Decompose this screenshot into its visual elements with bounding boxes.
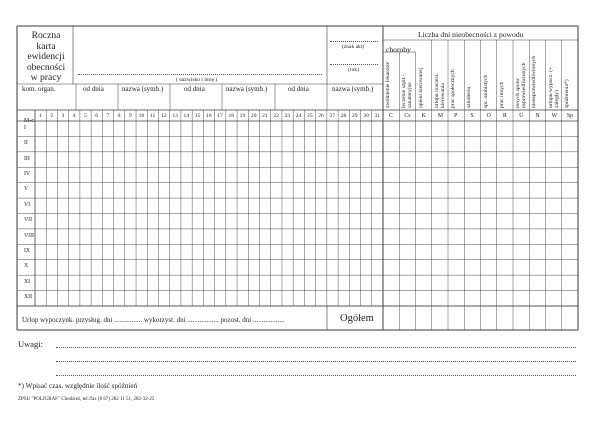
month-label: IV <box>24 170 31 177</box>
name-label: ( nazwisko i imię ) <box>176 77 218 83</box>
day-number: 30 <box>363 113 369 119</box>
ogolem-label: Ogółem <box>340 313 374 324</box>
absence-column-label: leczenie szpit.-sanatoryjne <box>401 74 414 108</box>
absence-column-label: szkolenia <box>466 86 473 108</box>
urlop-summary: Urlop wypoczynk. przysług. dni ................ wykorzyst. dni .................. pozost. dni .................. <box>22 316 285 324</box>
year-label: (rok) <box>348 67 359 73</box>
month-label: VII <box>24 217 33 224</box>
absence-column-label: spr. osobistych <box>482 74 489 108</box>
uwagi-label: Uwagi: <box>18 339 44 349</box>
month-label: I <box>24 124 26 131</box>
day-number: 24 <box>295 113 302 119</box>
card-title-line: ewidencji <box>27 51 65 63</box>
day-number: 5 <box>84 113 87 119</box>
uwagi-line[interactable] <box>56 347 576 348</box>
day-number: 14 <box>183 113 190 119</box>
card-title-line: obecności <box>26 61 66 73</box>
card-title <box>20 31 72 84</box>
absence-code: N <box>535 113 540 119</box>
nazwa-symb-label-1: nazwa (symb.) <box>122 85 164 93</box>
day-number: 25 <box>307 113 313 119</box>
day-number: 8 <box>117 113 121 119</box>
day-number: 19 <box>239 113 246 119</box>
absence-header: Liczba dni nieobecności z powodu <box>418 30 524 39</box>
absence-code: U <box>519 113 524 119</box>
absence-column-label: opieki kierowanej <box>417 67 424 108</box>
sign-field[interactable] <box>330 41 378 42</box>
month-col-header: M-c <box>24 118 34 124</box>
day-number: 1 <box>39 113 42 119</box>
absence-column-label: nieusprawiedliwionych <box>531 55 538 108</box>
card-title-line: karta <box>36 40 56 52</box>
month-label: XI <box>24 278 31 285</box>
month-label: VI <box>24 201 31 208</box>
month-label: IX <box>24 248 31 255</box>
day-number: 17 <box>217 113 223 119</box>
month-label: XII <box>24 294 33 301</box>
footnote: *) Wpisać czas, względnie ilość spóźnień <box>18 382 138 390</box>
card-title-line: Roczna <box>31 30 61 41</box>
od-dnia-label-3: od dnia <box>288 85 309 93</box>
choroby-label: choroby <box>386 45 411 54</box>
day-number: 11 <box>149 113 156 119</box>
kom-organ-label: kom. organ. <box>22 85 56 93</box>
absence-column-label: prac społecznych <box>450 69 456 108</box>
day-number: 26 <box>318 113 324 119</box>
absence-code: W <box>551 113 558 119</box>
absence-column-label: urlopu macierz. kierowania <box>433 72 446 108</box>
day-number: 31 <box>374 113 380 119</box>
day-number: 21 <box>262 113 268 119</box>
nazwa-symb-label-2: nazwa (symb.) <box>226 85 268 93</box>
day-number: 18 <box>228 113 235 119</box>
month-label: III <box>24 155 30 162</box>
year-field[interactable] <box>330 64 378 65</box>
printer-info: ZPSU "POLIGRAF" Chodzież, tel./fax (0 67) 282 11 51, 282-32-25 <box>18 397 155 402</box>
day-number: 23 <box>284 113 291 119</box>
day-number: 28 <box>340 113 347 119</box>
absence-column-label: urlopu wypocz. (+ zaległy) <box>547 66 560 108</box>
absence-column-label: innych spraw usprawiedliwionych <box>515 62 527 108</box>
day-number: 15 <box>194 113 201 119</box>
month-label: X <box>24 263 29 270</box>
od-dnia-label-1: od dnia <box>83 85 104 93</box>
day-number: 10 <box>138 113 145 119</box>
day-number: 20 <box>250 113 257 119</box>
absence-code: P <box>454 113 458 119</box>
day-number: 3 <box>61 113 65 119</box>
day-number: 13 <box>172 113 178 119</box>
day-number: 16 <box>206 113 212 119</box>
absence-code: C <box>389 113 393 119</box>
day-number: 27 <box>329 113 336 119</box>
name-field[interactable] <box>78 74 322 75</box>
absence-code: Sp <box>566 113 573 119</box>
absence-code: K <box>421 113 426 119</box>
month-label: VIII <box>24 232 34 239</box>
day-number: 6 <box>95 113 99 119</box>
sign-label: (znak akt) <box>342 44 365 50</box>
absence-column-label: prac innych <box>498 81 505 108</box>
day-number: 29 <box>351 113 358 119</box>
day-number: 2 <box>50 113 54 119</box>
absence-code: R <box>502 113 507 119</box>
absence-code: Cs <box>404 113 411 119</box>
day-number: 12 <box>161 113 167 119</box>
card-title-line: w pracy <box>30 72 62 84</box>
absence-column-label: zwolnienie lekarskie <box>385 61 391 108</box>
month-label: V <box>24 186 29 193</box>
day-number: 7 <box>106 113 110 119</box>
nazwa-symb-label-3: nazwa (symb.) <box>332 85 374 93</box>
day-number: 22 <box>273 113 279 119</box>
absence-code: S <box>470 113 474 119</box>
absence-column-label: spóźnienia*) <box>563 79 570 108</box>
od-dnia-label-2: od dnia <box>184 85 205 93</box>
absence-code: M <box>437 113 444 119</box>
absence-code: O <box>486 113 491 119</box>
uwagi-line[interactable] <box>56 375 576 376</box>
month-label: II <box>24 140 28 147</box>
day-number: 4 <box>72 113 76 119</box>
uwagi-line[interactable] <box>56 361 576 362</box>
day-number: 9 <box>128 113 132 119</box>
